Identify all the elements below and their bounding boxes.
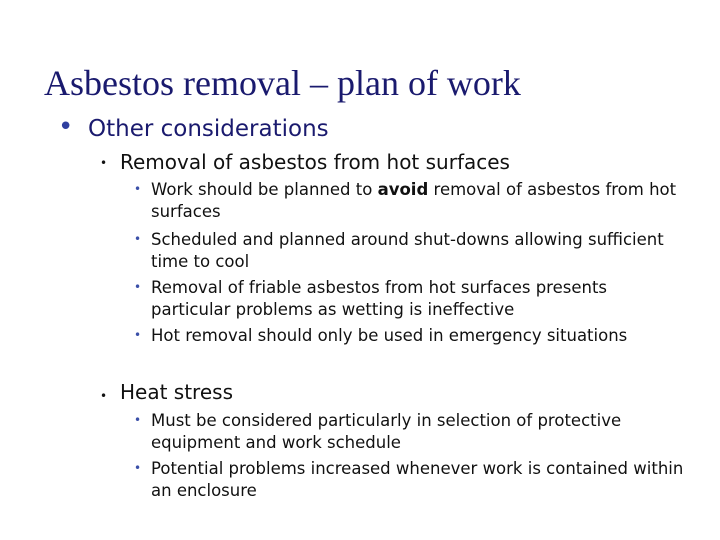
bullet-dot-icon: • [134,328,142,342]
list-item-text-before: Work should be planned to [151,180,378,199]
bullet-dot-icon: • [134,461,142,475]
slide-title: Asbestos removal – plan of work [44,63,521,103]
section-heading: Removal of asbestos from hot surfaces [120,150,510,174]
list-item: Removal of friable asbestos from hot surfaces presents particular problems as wetting is ineffective [151,278,608,319]
bullet-dot-icon: • [58,112,74,142]
list-item: Must be considered particularly in selection of protective equipment and work schedule [151,411,622,452]
bullet-dot-icon: • [134,280,142,294]
list-item-text-after: removal of asbestos from hot surfaces [151,180,677,221]
section-heading: Heat stress [120,380,233,404]
list-item: Potential problems increased whenever work is contained within an enclosure [151,459,684,500]
bullet-dot-icon: • [134,182,142,196]
list-item-emphasis: avoid [377,180,429,199]
level1-bullet-text: Other considerations [88,116,329,142]
list-item: Hot removal should only be used in emergency situations [151,326,628,345]
list-item [151,179,691,223]
bullet-dot-icon: • [134,413,142,427]
bullet-dot-icon: • [100,156,108,170]
bullet-dot-icon: • [100,389,108,403]
bullet-dot-icon: • [134,232,142,246]
list-item: Scheduled and planned around shut-downs allowing sufficient time to cool [151,230,664,271]
